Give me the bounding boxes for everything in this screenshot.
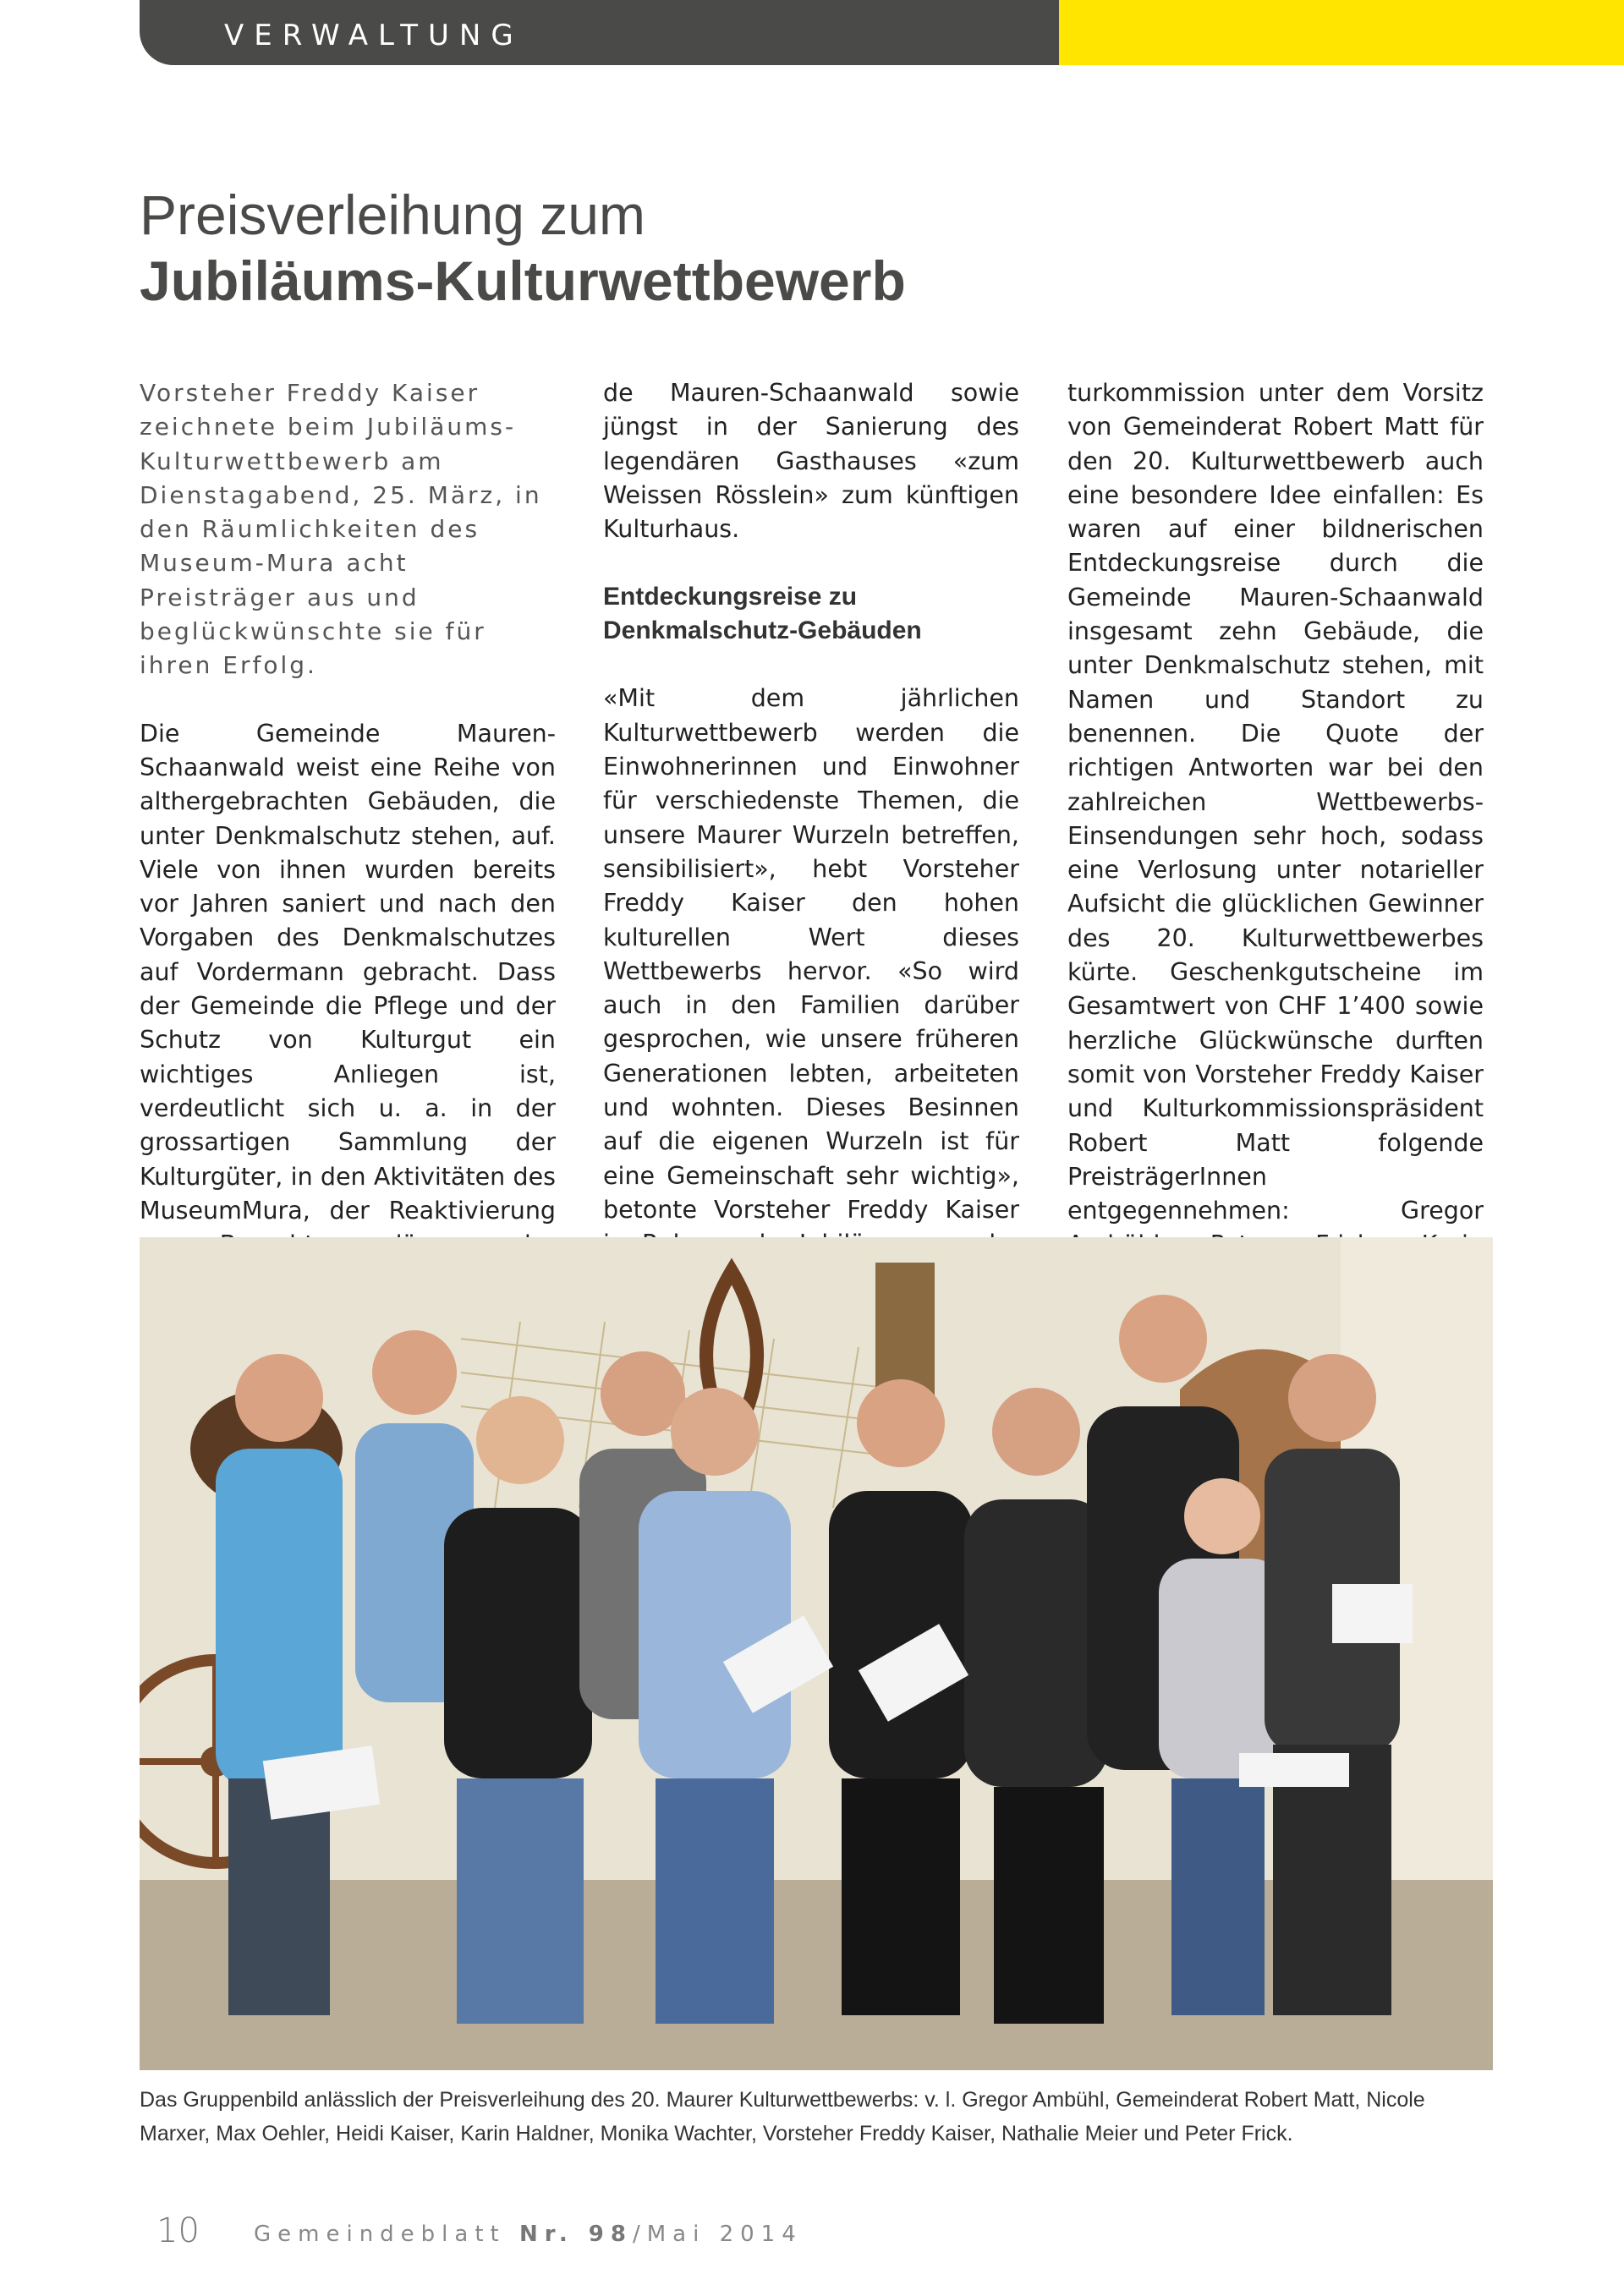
accent-bar — [1059, 0, 1624, 65]
issue-number: Nr. 98 — [518, 2222, 633, 2247]
section-header — [140, 0, 1059, 65]
page-footer — [156, 2211, 803, 2250]
lead-paragraph: Vorsteher Freddy Kaiser zeichnete beim Jubiläums-Kulturwettbewerb am Dienstagabend, 25. März, in den Räumlichkeiten des Museum-Mura acht Preisträger aus und beglückwünschte sie für ihren Erfolg. — [140, 379, 542, 680]
publication-info — [254, 2222, 803, 2247]
article-title — [140, 182, 906, 314]
group-photo — [140, 1237, 1493, 2070]
section-label: VERWALTUNG — [224, 19, 524, 52]
subheading-line-2: Denkmalschutz-Gebäuden — [603, 616, 922, 645]
column-1 — [140, 376, 556, 1330]
subheading — [603, 580, 1019, 648]
page-number: 10 — [156, 2211, 200, 2250]
issue-date: /Mai 2014 — [632, 2222, 803, 2247]
title-line-1: Preisverleihung zum — [140, 184, 645, 246]
column-2 — [603, 376, 1019, 1329]
body-paragraph-1: Die Gemeinde Mauren-Schaanwald weist eine Reihe von althergebrachten Gebäuden, die unter Denkmalschutz stehen, auf. Viele von ihnen wurden bereits vor Jahren saniert und nach den Vorgaben des Denkmalschutzes auf Vordermann gebracht. Dass der Gemeinde die Pflege und der Schutz von Kulturgut ein wichtiges Anliegen ist, verdeutlicht sich u. a. in der grossartigen Sammlung der Kulturgüter, in den Aktivitäten des MuseumMura, der Reaktivierung — [140, 719, 556, 1225]
body-paragraph-3: «Mit dem jährlichen Kulturwettbewerb werden die Einwohnerinnen und Einwohner für verschiedenste Themen, die unsere Maurer Wurzeln betreffen, sensibilisiert», hebt Vorsteher Freddy Kaiser den hohen kulturellen Wert dieses Wettbewerbs hervor. «So wird auch in den Familien darüber gesprochen, wie unsere früheren Generationen lebten, arbeiteten und wohnten. Dieses Besinnen auf die eigenen Wurzeln ist für eine Gemeinschaft sehr wichtig», betonte Vorsteher Freddy Kaiser — [603, 684, 1019, 1224]
title-line-2: Jubiläums-Kulturwettbewerb — [140, 249, 906, 312]
column-3 — [1067, 376, 1484, 1365]
subheading-line-1: Entdeckungsreise zu — [603, 583, 858, 611]
body-paragraph-4: turkommission unter dem Vorsitz von Gemeinderat Robert Matt für den 20. Kulturwettbewerb auch eine besondere Idee einfallen: Es waren auf einer bildnerischen Entdeckungsreise durch die Gemeinde Mauren-Schaanwald insgesamt zehn Gebäude, die unter Denkmalschutz stehen, mit Namen und Standort zu benennen. Die Quote der richtigen Antworten war bei den zahlreichen Wettbewerbs-Einsendungen sehr hoch, sodass eine Verlosung unter notarieller Aufsicht die glücklichen Gewinner des 20. Kulturwettbewerbes kürte. Geschenkgutscheine im Gesamtwert von CHF 1’400 sowie herzliche Glückwünsche durften somit von Vorsteher Freddy Kaiser und Kulturkommissionspräsident Robert Matt folgende PreisträgerInnen entgegennehmen: Gregor — [1067, 379, 1484, 1225]
body-paragraph-2: de Mauren-Schaanwald sowie jüngst in der Sanierung des legendären Gasthauses «zum Weissen Rösslein» zum künftigen Kulturhaus. — [603, 379, 1019, 544]
publication-name: Gemeindeblatt — [254, 2222, 506, 2247]
photo-caption: Das Gruppenbild anlässlich der Preisverleihung des 20. Maurer Kulturwettbewerbs: v. l. Gregor Ambühl, Gemeinderat Robert Matt, Nicole Marxer, Max Oehler, Heidi Kaiser, Karin Haldner, Monika Wachter, Vorsteher Freddy Kaiser, Nathalie Meier und Peter Frick. — [140, 2088, 1425, 2145]
